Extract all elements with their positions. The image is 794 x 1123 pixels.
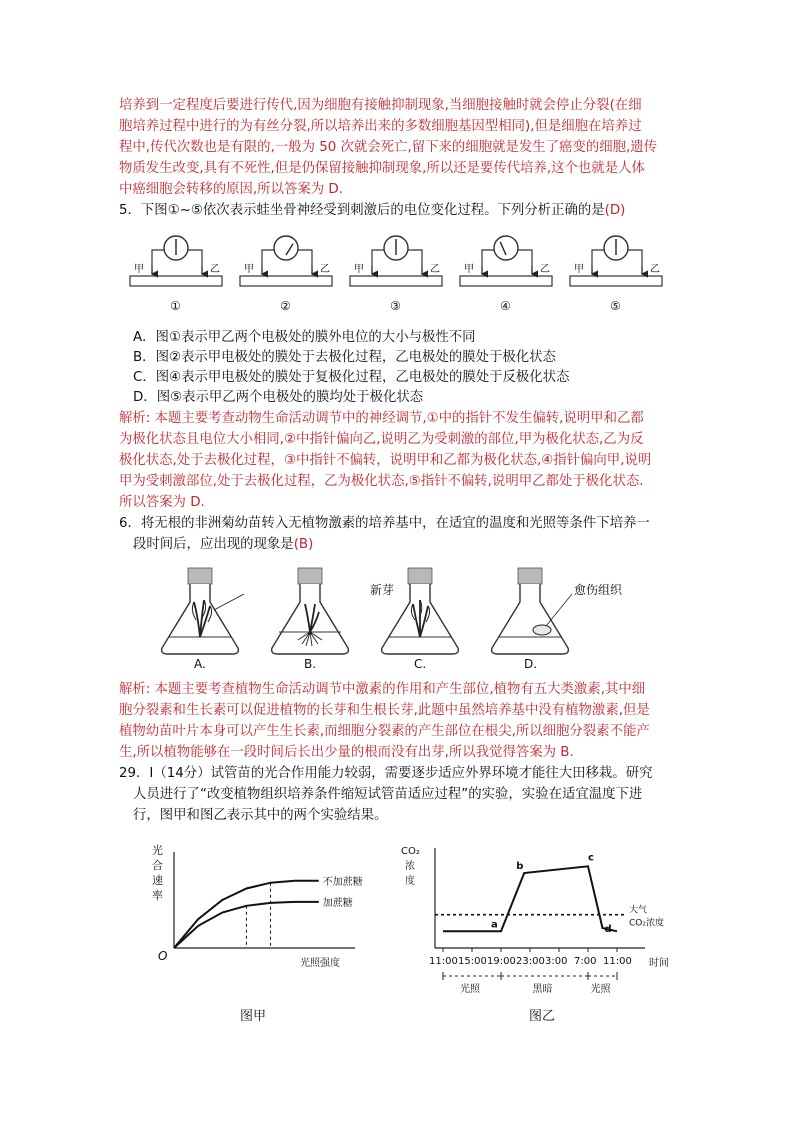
chart-jia-xlabel: 光照强度 <box>300 958 340 969</box>
flask-label-d: D. <box>524 657 538 671</box>
intro-line: 胞培养过程中进行的为有丝分裂,所以培养出来的多数细胞基因型相同),但是细胞在培养过 <box>119 119 642 134</box>
q5-explanation-line: 为极化状态且电位大小相同,②中指针偏向乙,说明乙为受刺激的部位,甲为极化状态,乙为反 <box>119 432 644 447</box>
q5-option-b: B．图②表示甲电极处的膜处于去极化过程，乙电极处的膜处于极化状态 <box>133 350 556 365</box>
figure-number-label: ⑤ <box>610 299 621 313</box>
q5-electrode-figures <box>125 228 685 318</box>
q5-option-c: C．图④表示甲电极处的膜处于复极化过程，乙电极处的膜处于反极化状态 <box>133 370 570 385</box>
q29-line: 29．I（14分）试管苗的光合作用能力较弱，需要逐步适应外界环境才能往大田移栽。研究 <box>119 766 653 781</box>
reference-label: CO₂浓度 <box>629 918 664 929</box>
chart-jia-origin: O <box>158 949 168 963</box>
left-wire <box>482 250 496 273</box>
right-wire <box>406 250 422 273</box>
electrode-right-label: 乙 <box>650 264 660 275</box>
q5-explanation-line: 所以答案为 D. <box>119 495 205 510</box>
nerve-bar <box>350 276 442 286</box>
chart-jia-ylabel-1: 光 <box>152 844 163 857</box>
x-tick-label: 11:00 <box>429 956 458 967</box>
x-tick-label: 3:00 <box>545 956 568 967</box>
nerve-bar <box>460 276 552 286</box>
electrode-figure <box>570 236 662 313</box>
right-wire <box>626 250 642 273</box>
electrode-left-label: 甲 <box>134 264 144 275</box>
electrode-right-label: 乙 <box>210 264 220 275</box>
chart-jia-ylabel-2: 合 <box>152 859 163 872</box>
flask-label-c: C. <box>414 657 427 671</box>
q6-stem-text: 段时间后，应出现的现象是 <box>133 537 294 552</box>
right-wire <box>186 250 202 273</box>
q6-answer: (B) <box>293 537 314 552</box>
flask-stopper <box>518 568 542 584</box>
point-label: b <box>516 861 524 872</box>
electrode-right-label: 乙 <box>430 264 440 275</box>
nerve-bar <box>130 276 222 286</box>
chart-yi-ylabel-2: 浓 <box>405 861 415 872</box>
q6-flask-figures <box>130 562 670 672</box>
galvanometer <box>274 236 298 260</box>
electrode-right-label: 乙 <box>320 264 330 275</box>
point-label: a <box>491 919 498 931</box>
figure-number-label: ③ <box>390 299 401 313</box>
nerve-bar <box>570 276 662 286</box>
chart-yi-xlabel: 时间 <box>649 958 669 969</box>
chart-yi <box>395 838 685 1028</box>
point-label: c <box>588 852 594 864</box>
electrode-figure <box>350 236 442 313</box>
q5-explanation-line: 极化状态,处于去极化过程，③中指针不偏转，说明甲和乙都为极化状态,④指针偏向甲,说明 <box>119 453 652 468</box>
chart-jia-title: 图甲 <box>240 1009 267 1024</box>
galvanometer <box>494 236 518 260</box>
q5-stem <box>119 201 625 222</box>
point-label: d <box>604 924 612 935</box>
x-tick-label: 11:00 <box>603 956 632 967</box>
q6-stem-line1: 6．将无根的非洲菊幼苗转入无植物激素的培养基中，在适宜的温度和光照等条件下培养一 <box>119 516 650 531</box>
intro-line: 中癌细胞会转移的原因,所以答案为 D. <box>119 182 343 197</box>
chart-jia-ylabel-3: 速 <box>152 874 163 887</box>
flask-d <box>492 568 572 654</box>
x-tick-label: 7:00 <box>574 956 597 967</box>
left-wire <box>262 250 276 273</box>
chart-jia-ylabel-4: 率 <box>152 889 163 902</box>
electrode-left-label: 甲 <box>574 264 584 275</box>
electrode-left-label: 甲 <box>354 264 364 275</box>
left-wire <box>152 250 166 273</box>
flask-c <box>382 568 459 654</box>
left-wire <box>592 250 606 273</box>
nerve-bar <box>240 276 332 286</box>
flask-b <box>272 568 349 654</box>
period-label: 黑暗 <box>532 984 553 995</box>
q5-answer: (D) <box>604 203 626 218</box>
q6-explanation-line: 解析: 本题主要考查植物生命活动调节中激素的作用和产生部位,植物有五大类激素,其中细 <box>119 682 646 697</box>
reference-label: 大气 <box>629 905 648 916</box>
series-label: 加蔗糖 <box>322 897 353 909</box>
intro-line: 培养到一定程度后要进行传代,因为细胞有接触抑制现象,当细胞接触时就会停止分裂(在细 <box>119 98 642 113</box>
electrode-left-label: 甲 <box>244 264 254 275</box>
q5-stem-text: 5．下图①~⑤依次表示蛙坐骨神经受到刺激后的电位变化过程。下列分析正确的是 <box>119 203 605 218</box>
q5-option-d: D．图⑤表示甲乙两个电极处的膜均处于极化状态 <box>133 390 424 405</box>
x-tick-label: 15:00 <box>458 956 487 967</box>
electrode-left-label: 甲 <box>464 264 474 275</box>
right-wire <box>516 250 532 273</box>
flask-stopper <box>408 568 432 584</box>
figure-number-label: ② <box>280 299 291 313</box>
chart-yi-ylabel-1: CO₂ <box>401 846 420 857</box>
chart-yi-ylabel-3: 度 <box>405 876 415 887</box>
chart-yi-title: 图乙 <box>529 1009 556 1024</box>
series-label: 不加蔗糖 <box>322 876 363 888</box>
right-wire <box>296 250 312 273</box>
bud-label: 新芽 <box>370 583 395 597</box>
intro-line: 程中,传代次数也是有限的,一般为 50 次就会死亡,留下来的细胞就是发生了癌变的细胞,遗传 <box>119 140 658 155</box>
chart-jia <box>140 838 370 1028</box>
q5-option-a: A．图①表示甲乙两个电极处的膜外电位的大小与极性不同 <box>133 330 476 345</box>
intro-line: 物质发生改变,具有不死性,但是仍保留接触抑制现象,所以还是要传代培养,这个也就是人体 <box>119 161 645 176</box>
q6-stem-line2 <box>133 535 313 556</box>
q29-line: 行，图甲和图乙表示其中的两个实验结果。 <box>133 808 388 823</box>
x-tick-label: 19:00 <box>487 956 516 967</box>
electrode-right-label: 乙 <box>540 264 550 275</box>
figure-number-label: ① <box>170 299 181 313</box>
flask-stopper <box>188 568 212 584</box>
q29-line: 人员进行了“改变植物组织培养条件缩短试管苗适应过程”的实验，实验在适宜温度下进 <box>133 787 643 802</box>
flask-stopper <box>298 568 322 584</box>
electrode-figure <box>460 236 552 313</box>
flask-label-a: A. <box>194 657 206 671</box>
flask-a <box>162 568 244 654</box>
callus <box>533 625 551 635</box>
q5-explanation-line: 解析: 本题主要考查动物生命活动调节中的神经调节,①中的指针不发生偏转,说明甲和乙都 <box>119 411 644 426</box>
figure-number-label: ④ <box>500 299 511 313</box>
callus-pointer <box>546 594 572 626</box>
q6-explanation-line: 生,所以植物能够在一段时间后长出少量的根而没有出芽,所以我觉得答案为 B. <box>119 745 574 760</box>
electrode-figure <box>240 236 332 313</box>
callus-label: 愈伤组织 <box>574 583 623 597</box>
left-wire <box>372 250 386 273</box>
q6-explanation-line: 植物幼苗叶片本身可以产生生长素,而细胞分裂素的产生部位在根尖,所以细胞分裂素不能产 <box>119 724 650 739</box>
bud-pointer <box>214 594 244 610</box>
q6-explanation-line: 胞分裂素和生长素可以促进植物的长芽和生根长芽,此题中虽然培养基中没有植物激素,但是 <box>119 703 650 718</box>
period-label: 光照 <box>590 984 611 995</box>
co2-line <box>443 866 617 931</box>
period-label: 光照 <box>460 984 480 995</box>
x-tick-label: 23:00 <box>516 956 545 967</box>
q5-explanation-line: 甲为受刺激部位,处于去极化过程，乙为极化状态,⑤指针不偏转,说明甲乙都处于极化状态. <box>119 474 644 489</box>
electrode-figure <box>130 236 222 313</box>
flask-label-b: B. <box>304 657 317 671</box>
